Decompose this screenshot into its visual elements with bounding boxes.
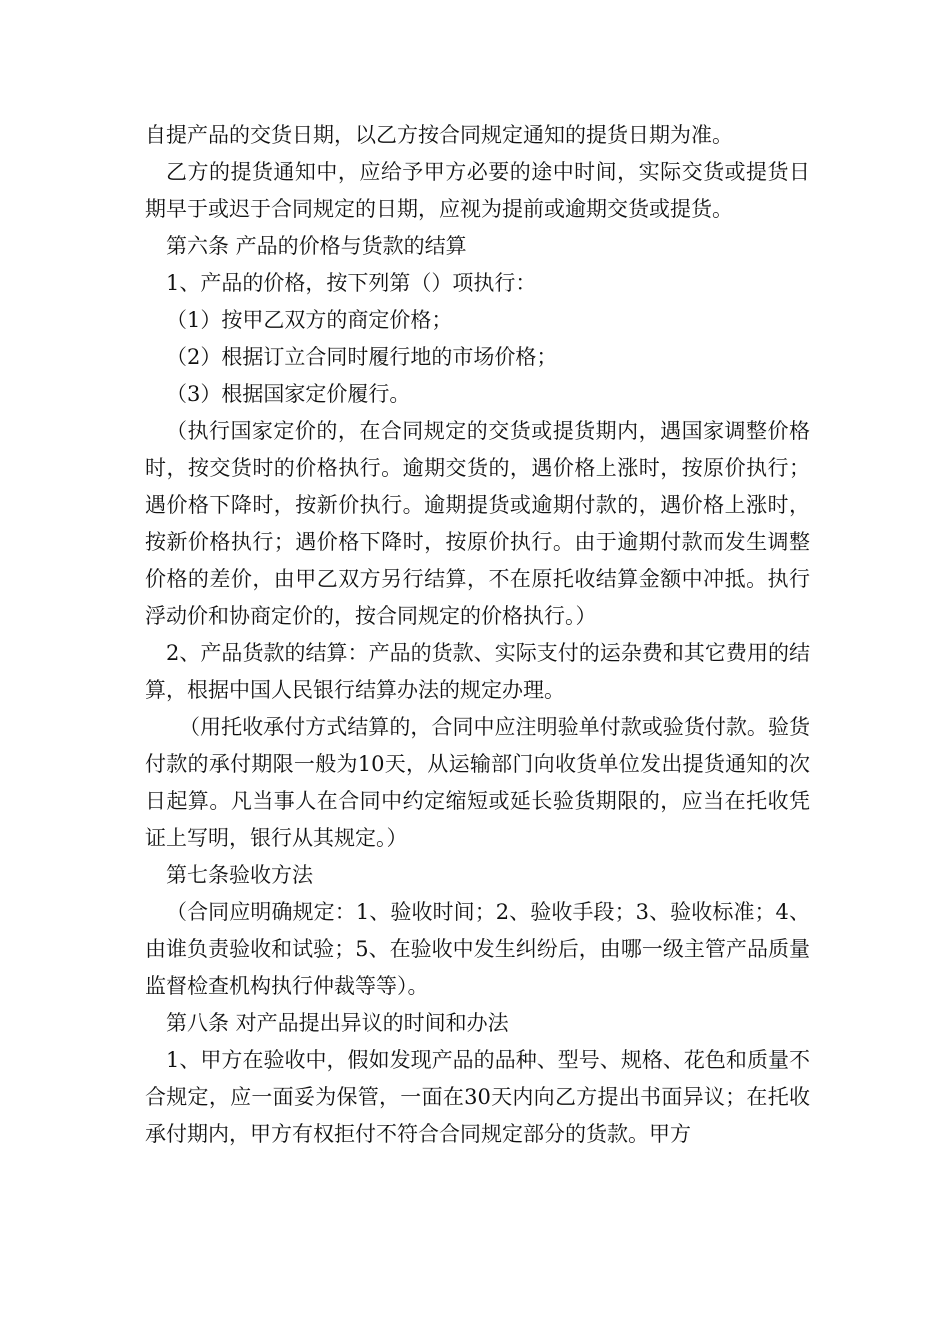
list-item-price-option-1: （1）按甲乙双方的商定价格；: [166, 308, 453, 332]
paragraph-objection-clause: 1、甲方在验收中，假如发现产品的品种、型号、规格、花色和质量不合规定，应一面妥为保管，一面在30天内向乙方提出书面异议；在托收承付期内，甲方有权拒付不符合合同规定部分的货款。甲方: [145, 1048, 810, 1146]
paragraph-state-pricing-note: （执行国家定价的，在合同规定的交货或提货期内，遇国家调整价格时，按交货时的价格执行。逾期交货的，遇价格上涨时，按原价执行；遇价格下降时，按新价执行。逾期提货或逾期付款的，遇价格上涨时，按新价格执行；遇价格下降时，按原价执行。由于逾期付款而发生调整价格的差价，由甲乙双方另行结算，不在原托收结算金额中冲抵。执行浮动价和协商定价的，按合同规定的价格执行。）: [145, 419, 810, 628]
heading-article-7: 第七条验收方法: [166, 863, 313, 887]
heading-article-8: 第八条 对产品提出异议的时间和办法: [166, 1011, 509, 1035]
paragraph-payment-settlement: 2、产品货款的结算：产品的货款、实际支付的运杂费和其它费用的结算，根据中国人民银行结算办法的规定办理。: [145, 641, 810, 702]
paragraph-acceptance-note: （合同应明确规定：1、验收时间；2、验收手段；3、验收标准；4、由谁负责验收和试验；5、在验收中发生纠纷后，由哪一级主管产品质量监督检查机构执行仲裁等等）。: [145, 900, 810, 998]
heading-article-6: 第六条 产品的价格与货款的结算: [166, 234, 467, 258]
paragraph-pickup-notice: 乙方的提货通知中，应给予甲方必要的途中时间，实际交货或提货日期早于或迟于合同规定的日期，应视为提前或逾期交货或提货。: [145, 160, 810, 221]
document-body: [145, 117, 810, 1153]
list-item-price-option-2: （2）根据订立合同时履行地的市场价格；: [166, 345, 558, 369]
paragraph-delivery-date: 自提产品的交货日期，以乙方按合同规定通知的提货日期为准。: [145, 123, 733, 147]
paragraph-price-clause: 1、产品的价格，按下列第（）项执行：: [166, 271, 537, 295]
paragraph-collection-note: （用托收承付方式结算的，合同中应注明验单付款或验货付款。验货付款的承付期限一般为10天，从运输部门向收货单位发出提货通知的次日起算。凡当事人在合同中约定缩短或延长验货期限的，应当在托收凭证上写明，银行从其规定。）: [145, 715, 810, 850]
list-item-price-option-3: （3）根据国家定价履行。: [166, 382, 411, 406]
